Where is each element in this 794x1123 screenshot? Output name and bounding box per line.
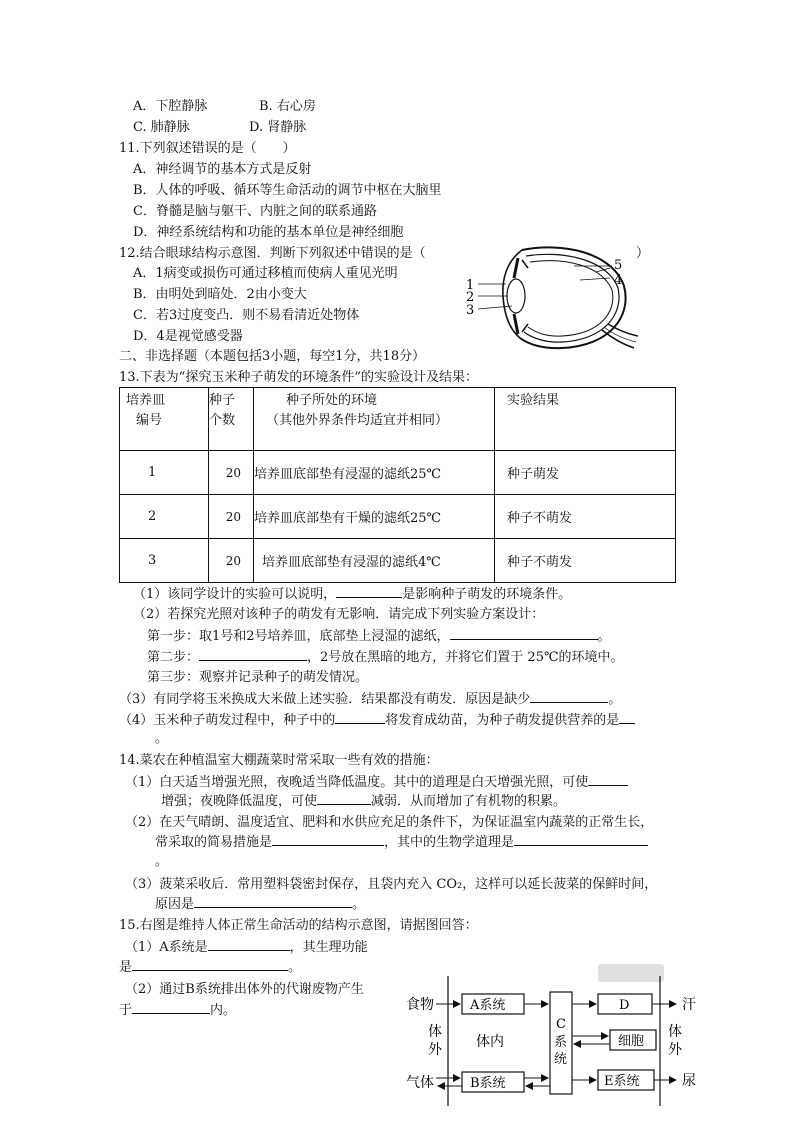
answer-blank[interactable]: [208, 938, 290, 951]
header-env-line1: 种子所处的环境: [286, 393, 378, 408]
q13-p4-text-b: 将发育成幼苗，为种子萌发提供营养的是: [385, 713, 620, 728]
cell-result: 种子不萌发: [495, 495, 676, 539]
label-c-system-3: 统: [554, 1052, 568, 1067]
answer-blank[interactable]: [132, 958, 288, 971]
q13-step3: 第三步：观察并记录种子的萌发情况。: [147, 670, 369, 685]
answer-blank[interactable]: [199, 648, 307, 661]
table-row: [120, 539, 676, 583]
q14-part2: （2）在天气晴朗、温度适宜、肥料和水供应充足的条件下，为保证温室内蔬菜的正常生长，: [125, 815, 654, 830]
q11-stem: 11.下列叙述错误的是（ ）: [119, 141, 296, 156]
label-e-system: E系统: [604, 1074, 640, 1089]
q14-p3-text-c: 。: [352, 897, 366, 912]
q13-p1-text-a: （1）该同学设计的实验可以说明，: [133, 587, 337, 602]
optic-nerve: [602, 324, 638, 348]
answer-blank[interactable]: [514, 833, 648, 846]
label-outside-right-1: 体: [668, 1024, 682, 1040]
q11-option-b: B．人体的呼吸、循环等生命活动的调节中枢在大脑里: [133, 183, 442, 198]
header-dish: [120, 388, 209, 451]
cell-env: 培养皿底部垫有浸湿的滤纸4℃: [254, 539, 495, 583]
eye-diagram: [462, 238, 640, 356]
label-d: D: [619, 998, 630, 1013]
answer-blank[interactable]: [336, 585, 402, 598]
label-c-system-2: 系: [554, 1035, 568, 1050]
eye-label-5: 5: [614, 258, 623, 273]
header-env-line2: （其他外界条件均适宜并相同）: [266, 413, 449, 428]
q14-part2-end: 。: [155, 854, 169, 869]
q15-p1-text-c: 是: [119, 960, 133, 975]
q14-p2-text-b: 常采取的简易措施是: [155, 835, 273, 850]
q10-option-b: B. 右心房: [259, 99, 316, 114]
eye-lens: [507, 279, 525, 313]
table-row: [120, 495, 676, 539]
watermark-blur: [598, 964, 664, 982]
label-c-system-1: C: [556, 1017, 566, 1032]
cell-no: 3: [120, 539, 209, 583]
q13-p3-text-b: 。: [608, 692, 622, 707]
label-outside-right-2: 外: [668, 1042, 682, 1058]
answer-blank[interactable]: [272, 833, 384, 846]
q11-option-d: D．神经系统结构和功能的基本单位是神经细胞: [133, 225, 404, 240]
cell-result: 种子萌发: [495, 451, 676, 495]
q12-stem-close: ）: [636, 246, 650, 261]
answer-blank[interactable]: [450, 627, 598, 640]
answer-blank[interactable]: [530, 690, 608, 703]
cell-count: 20: [209, 451, 254, 495]
cell-no: 1: [120, 451, 209, 495]
q13-part1: [133, 585, 571, 604]
eye-choroid: [524, 254, 619, 342]
header-env: [254, 388, 495, 451]
cell-no: 2: [120, 495, 209, 539]
q13-step1-text-b: 。: [597, 629, 611, 644]
q14-p2-text-c: ，其中的生物学道理是: [384, 835, 515, 850]
q11-option-c: C．脊髓是脑与躯干、内脏之间的联系通路: [133, 204, 377, 219]
q14-part2-cont: [155, 833, 648, 852]
q15-stem: 15.右图是维持人体正常生命活动的结构示意图，请据图回答：: [119, 918, 478, 933]
q14-part3: （3）菠菜采收后．常用塑料袋密封保存，且袋内充入 CO₂，这样可以延长菠菜的保鲜时间，: [125, 877, 658, 892]
header-seeds-line1: 种子: [209, 393, 236, 408]
q15-part2: （2）通过B系统排出体外的代谢废物产生: [125, 982, 364, 997]
q13-step2-text-a: 第二步：: [147, 650, 200, 665]
answer-blank[interactable]: [619, 711, 635, 724]
cell-result: 种子不萌发: [495, 539, 676, 583]
section-2-heading: 二、非选择题（本题包括3小题，每空1分，共18分）: [119, 349, 426, 364]
q12-stem: 12.结合眼球结构示意图．判断下列叙述中错误的是（: [119, 246, 426, 261]
q15-p1-text-d: 。: [288, 960, 302, 975]
answer-blank[interactable]: [588, 773, 628, 786]
q13-step1: [147, 627, 611, 646]
q15-p1-text-b: ，其生理功能: [289, 940, 368, 955]
q10-option-d: D. 肾静脉: [249, 120, 307, 135]
table-header-row: [120, 388, 676, 451]
q13-part4-end: 。: [155, 731, 169, 746]
body-systems-diagram: [404, 962, 704, 1112]
q13-part2: （2）若探究光照对该种子的萌发有无影响．请完成下列实验方案设计：: [133, 607, 545, 622]
label-inside: 体内: [476, 1034, 504, 1050]
answer-blank[interactable]: [132, 1001, 210, 1014]
q13-p3-text-a: （3）有同学将玉米换成大米做上述实验．结果都没有萌发．原因是缺少: [119, 692, 531, 707]
header-result-text: 实验结果: [507, 393, 560, 408]
header-dish-line1: 培养皿: [126, 393, 166, 408]
cell-count: 20: [209, 539, 254, 583]
q15-p2-text-b: 于: [119, 1003, 133, 1018]
eye-label-3: 3: [466, 303, 475, 318]
answer-blank[interactable]: [317, 792, 371, 805]
label-a-system: A系统: [470, 998, 506, 1013]
q14-stem: 14.菜农在种植温室大棚蔬菜时常采取一些有效的措施：: [119, 753, 439, 768]
q14-part3-cont: [155, 895, 365, 914]
label-sweat: 汗: [682, 997, 696, 1013]
label-urine: 尿: [682, 1073, 696, 1089]
q10-option-a: A．下腔静脉: [133, 99, 208, 114]
q15-part2-cont: [119, 1001, 236, 1020]
cell-env: 培养皿底部垫有浸湿的滤纸25℃: [254, 451, 495, 495]
q15-part1-cont: [119, 958, 301, 977]
q12-option-c: C．若3过度变凸．则不易看清近处物体: [133, 308, 360, 323]
answer-blank[interactable]: [194, 895, 352, 908]
eye-retina: [528, 261, 613, 336]
q15-p1-text-a: （1）A系统是: [125, 940, 208, 955]
label-outside-left-2: 外: [428, 1042, 442, 1058]
q13-step1-text-a: 第一步：取1号和2号培养皿，底部垫上浸湿的滤纸，: [147, 629, 450, 644]
q13-step2: [147, 648, 624, 667]
q12-option-b: B．由明处到暗处．2由小变大: [133, 287, 307, 302]
cell-env: 培养皿底部垫有干燥的滤纸25℃: [254, 495, 495, 539]
q13-stem: 13.下表为“探究玉米种子萌发的环境条件”的实验设计及结果：: [119, 370, 478, 385]
cell-count: 20: [209, 495, 254, 539]
label-cell: 细胞: [618, 1034, 645, 1049]
q14-part1: [125, 773, 628, 792]
q13-part3: [119, 690, 621, 709]
q11-option-a: A．神经调节的基本方式是反射: [133, 162, 312, 177]
q15-part1: [125, 938, 368, 957]
q14-part1-cont: [161, 792, 566, 811]
q12-option-a: A．1病变或损伤可通过移植而使病人重见光明: [133, 266, 398, 281]
header-result: [495, 388, 676, 451]
eye-label-4: 4: [614, 273, 623, 288]
q13-p1-text-b: 是影响种子萌发的环境条件。: [402, 587, 572, 602]
q13-step2-text-b: ，2号放在黑暗的地方，并将它们置于 25℃的环境中。: [307, 650, 624, 665]
table-row: [120, 451, 676, 495]
experiment-table: [119, 387, 676, 583]
q13-p4-text-a: （4）玉米种子萌发过程中，种子中的: [119, 713, 336, 728]
q14-p3-text-b: 原因是: [155, 897, 195, 912]
q14-p1-text-c: 减弱．从而增加了有机物的积累。: [371, 794, 567, 809]
label-food: 食物: [406, 997, 434, 1013]
q14-p1-text-b: 增强；夜晚降低温度，可使: [161, 794, 318, 809]
label-outside-left-1: 体: [428, 1024, 442, 1040]
label-b-system: B系统: [470, 1076, 506, 1091]
q14-p1-text-a: （1）白天适当增强光照，夜晚适当降低温度。其中的道理是白天增强光照，可使: [125, 775, 589, 790]
eye-label-1: 1: [466, 278, 475, 293]
eye-label-2: 2: [466, 290, 475, 305]
label-gas: 气体: [406, 1075, 434, 1091]
header-seeds-line2: 个数: [209, 413, 236, 428]
q15-p2-text-c: 内。: [210, 1003, 237, 1018]
q13-part4: [119, 711, 635, 730]
q10-option-c: C. 肺静脉: [133, 120, 190, 135]
header-dish-line2: 编号: [136, 413, 163, 428]
answer-blank[interactable]: [335, 711, 385, 724]
q12-option-d: D．4是视觉感受器: [133, 329, 243, 344]
header-seeds: [209, 388, 254, 451]
